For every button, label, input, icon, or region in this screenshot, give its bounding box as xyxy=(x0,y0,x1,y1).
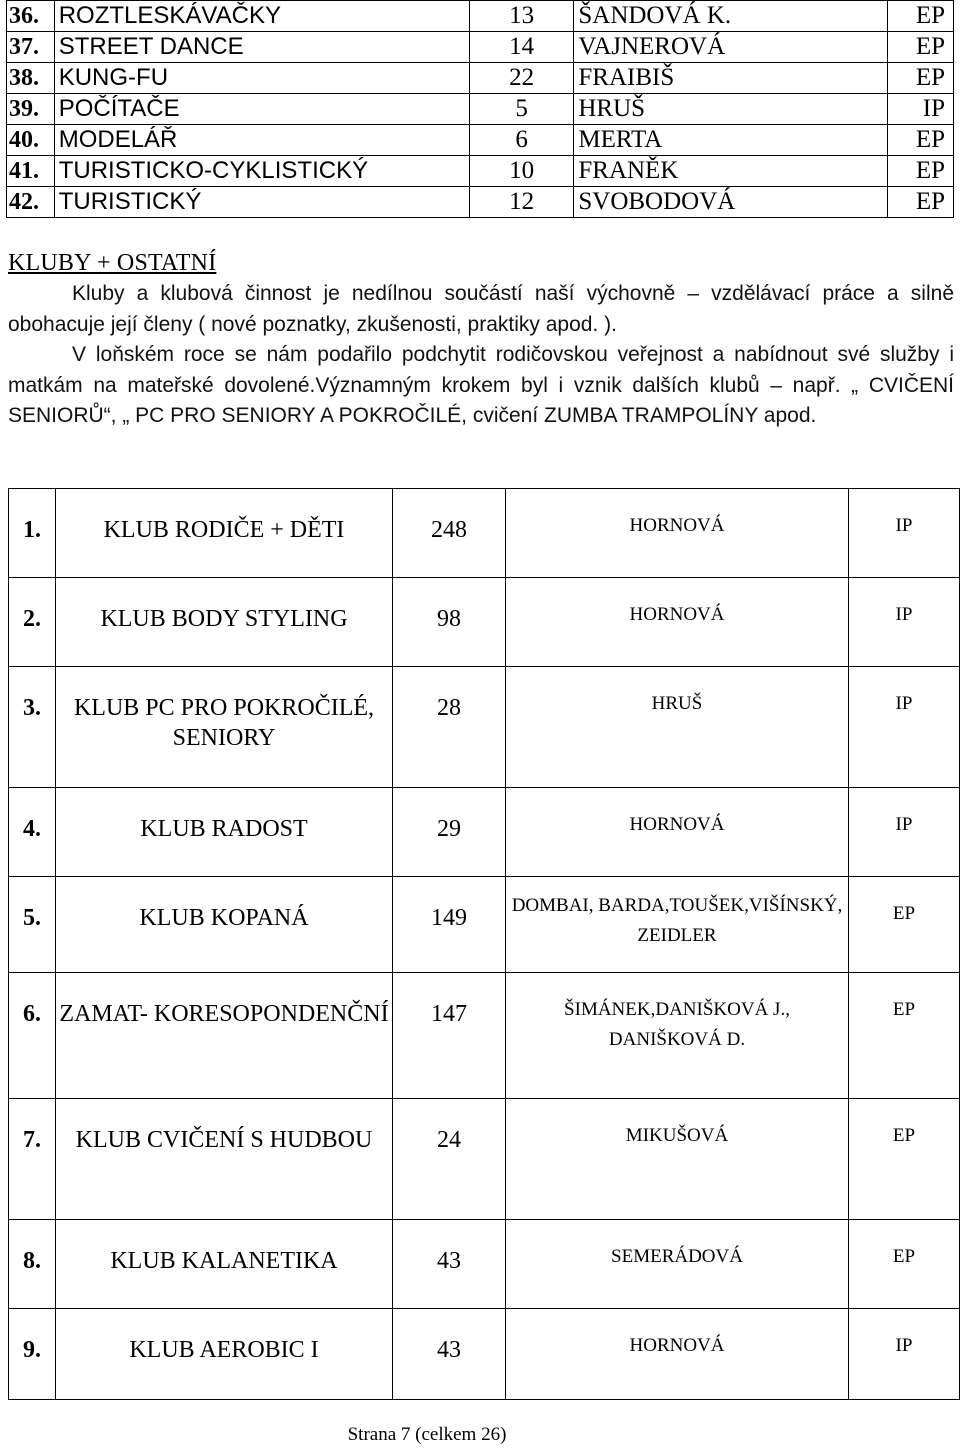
club-type: IP xyxy=(895,515,913,536)
club-members: 28 xyxy=(437,695,461,721)
club-type: IP xyxy=(895,1335,913,1356)
participant-count: 12 xyxy=(469,187,574,218)
paragraph-text: V loňském roce se nám podařilo podchytit rodičovskou veřejnost a nabídnout své služby i matkám na mateřské dovolené.Významným krokem byl i vznik dalších klubů – např. „ CVIČENÍ SENIORŮ“, „ PC PRO SENIORY A POKROČILÉ, cvičení ZUMBA TRAMPOLÍNY apod. xyxy=(8,343,954,427)
club-type: IP xyxy=(895,814,913,835)
row-number: 38. xyxy=(7,63,55,94)
leader-name: HRUŠ xyxy=(574,94,888,125)
club-type: IP xyxy=(895,604,913,625)
table-row xyxy=(7,1,954,32)
club-number-cell xyxy=(9,973,56,1099)
club-type-cell xyxy=(849,578,960,667)
club-number: 6. xyxy=(23,1001,41,1027)
table-row xyxy=(9,667,960,788)
club-name-cell xyxy=(56,973,393,1099)
club-number-cell xyxy=(9,877,56,973)
leader-name: SVOBODOVÁ xyxy=(574,187,888,218)
club-type-cell xyxy=(849,973,960,1099)
club-leader: HORNOVÁ xyxy=(629,604,725,625)
club-name-cell xyxy=(56,1309,393,1400)
club-number-cell xyxy=(9,578,56,667)
club-name-cell xyxy=(56,578,393,667)
club-type: EP xyxy=(892,903,916,924)
paragraph-text: Kluby a klubová činnost je nedílnou součástí naší výchovně – vzdělávací práce a silně obohacuje její členy ( nové poznatky, zkušenosti, praktiky apod. ). xyxy=(8,282,954,336)
activity-type: EP xyxy=(887,32,953,63)
club-leader: HORNOVÁ xyxy=(629,1335,725,1356)
club-members-cell xyxy=(393,489,506,578)
activity-type: EP xyxy=(887,63,953,94)
club-name: KLUB KALANETIKA xyxy=(110,1248,338,1274)
club-members-cell xyxy=(393,877,506,973)
club-leader: HORNOVÁ xyxy=(629,515,725,536)
leader-name: ŠANDOVÁ K. xyxy=(574,1,888,32)
club-number: 1. xyxy=(23,517,41,543)
club-members-cell xyxy=(393,667,506,788)
table-row xyxy=(7,32,954,63)
participant-count: 6 xyxy=(469,125,574,156)
club-leader-cell xyxy=(506,578,849,667)
activity-name: TURISTICKO-CYKLISTICKÝ xyxy=(54,156,469,187)
club-members: 98 xyxy=(437,606,461,632)
club-name-cell xyxy=(56,1220,393,1309)
table-row xyxy=(7,187,954,218)
activity-name: MODELÁŘ xyxy=(54,125,469,156)
club-type-cell xyxy=(849,1220,960,1309)
activity-type: EP xyxy=(887,187,953,218)
club-members-cell xyxy=(393,973,506,1099)
club-name: KLUB CVIČENÍ S HUDBOU xyxy=(75,1127,373,1153)
activity-name: STREET DANCE xyxy=(54,32,469,63)
section-heading: KLUBY + OSTATNÍ xyxy=(8,250,217,276)
activity-name: TURISTICKÝ xyxy=(54,187,469,218)
activities-table xyxy=(6,0,954,218)
activity-type: EP xyxy=(887,1,953,32)
club-name: ZAMAT- KORESOPONDENČNÍ xyxy=(59,1001,389,1027)
leader-name: MERTA xyxy=(574,125,888,156)
club-name-cell xyxy=(56,1099,393,1220)
club-members: 43 xyxy=(437,1337,461,1363)
activity-name: ROZTLESKÁVAČKY xyxy=(54,1,469,32)
club-members-cell xyxy=(393,1309,506,1400)
club-members: 43 xyxy=(437,1248,461,1274)
table-row xyxy=(9,1099,960,1220)
club-number: 8. xyxy=(23,1248,41,1274)
participant-count: 5 xyxy=(469,94,574,125)
club-leader: MIKUŠOVÁ xyxy=(625,1125,729,1146)
club-name-cell xyxy=(56,788,393,877)
table-row xyxy=(7,94,954,125)
club-number: 4. xyxy=(23,816,41,842)
club-leader: HRUŠ xyxy=(651,693,703,714)
participant-count: 13 xyxy=(469,1,574,32)
club-number-cell xyxy=(9,1309,56,1400)
activity-type: EP xyxy=(887,125,953,156)
club-name: KLUB AEROBIC I xyxy=(129,1337,319,1363)
club-members: 248 xyxy=(431,517,467,543)
participant-count: 14 xyxy=(469,32,574,63)
row-number: 37. xyxy=(7,32,55,63)
club-name: KLUB RODIČE + DĚTI xyxy=(103,517,345,543)
club-type-cell xyxy=(849,788,960,877)
table-row xyxy=(9,1220,960,1309)
row-number: 39. xyxy=(7,94,55,125)
club-members-cell xyxy=(393,1099,506,1220)
club-leader-cell xyxy=(506,667,849,788)
club-name: KLUB PC PRO POKROČILÉ, SENIORY xyxy=(73,695,375,751)
club-number-cell xyxy=(9,489,56,578)
club-name-cell xyxy=(56,667,393,788)
table-row xyxy=(9,973,960,1099)
club-type-cell xyxy=(849,1099,960,1220)
clubs-table xyxy=(8,488,960,1400)
club-leader: DOMBAI, BARDA,TOUŠEK,VIŠÍNSKÝ, ZEIDLER xyxy=(511,895,843,946)
club-name-cell xyxy=(56,489,393,578)
activity-type: IP xyxy=(887,94,953,125)
participant-count: 22 xyxy=(469,63,574,94)
row-number: 40. xyxy=(7,125,55,156)
table-row xyxy=(9,489,960,578)
club-number: 7. xyxy=(23,1127,41,1153)
leader-name: FRANĚK xyxy=(574,156,888,187)
table-row xyxy=(9,877,960,973)
leader-name: VAJNEROVÁ xyxy=(574,32,888,63)
club-members-cell xyxy=(393,788,506,877)
club-type: EP xyxy=(892,1125,916,1146)
club-leader-cell xyxy=(506,489,849,578)
club-members: 147 xyxy=(431,1001,467,1027)
table-row xyxy=(9,578,960,667)
club-number: 5. xyxy=(23,905,41,931)
club-leader: SEMERÁDOVÁ xyxy=(611,1246,743,1267)
club-members: 149 xyxy=(431,905,467,931)
club-number-cell xyxy=(9,667,56,788)
activity-name: POČÍTAČE xyxy=(54,94,469,125)
activity-type: EP xyxy=(887,156,953,187)
club-members-cell xyxy=(393,578,506,667)
paragraph-last-year xyxy=(8,340,954,432)
paragraph-clubs-intro xyxy=(8,279,954,340)
club-name-cell xyxy=(56,877,393,973)
club-number: 2. xyxy=(23,606,41,632)
club-name: KLUB RADOST xyxy=(140,816,308,842)
row-number: 42. xyxy=(7,187,55,218)
club-leader-cell xyxy=(506,1099,849,1220)
club-number: 3. xyxy=(23,695,41,721)
page-footer: Strana 7 (celkem 26) xyxy=(347,1424,507,1445)
club-leader-cell xyxy=(506,1309,849,1400)
club-type-cell xyxy=(849,877,960,973)
club-members: 24 xyxy=(437,1127,461,1153)
club-leader: ŠIMÁNEK,DANIŠKOVÁ J., DANIŠKOVÁ D. xyxy=(564,999,790,1050)
club-leader-cell xyxy=(506,1220,849,1309)
club-type: IP xyxy=(895,693,913,714)
table-row xyxy=(7,156,954,187)
club-type: EP xyxy=(892,999,916,1020)
table-row xyxy=(7,125,954,156)
club-number: 9. xyxy=(23,1337,41,1363)
club-leader-cell xyxy=(506,788,849,877)
activity-name: KUNG-FU xyxy=(54,63,469,94)
club-leader: HORNOVÁ xyxy=(629,814,725,835)
club-number-cell xyxy=(9,1220,56,1309)
table-row xyxy=(9,788,960,877)
row-number: 41. xyxy=(7,156,55,187)
club-type-cell xyxy=(849,1309,960,1400)
club-number-cell xyxy=(9,1099,56,1220)
club-name: KLUB BODY STYLING xyxy=(100,606,348,632)
participant-count: 10 xyxy=(469,156,574,187)
table-row xyxy=(7,63,954,94)
club-name: KLUB KOPANÁ xyxy=(139,905,309,931)
club-leader-cell xyxy=(506,973,849,1099)
row-number: 36. xyxy=(7,1,55,32)
club-type-cell xyxy=(849,489,960,578)
club-number-cell xyxy=(9,788,56,877)
club-members-cell xyxy=(393,1220,506,1309)
club-type: EP xyxy=(892,1246,916,1267)
club-leader-cell xyxy=(506,877,849,973)
leader-name: FRAIBIŠ xyxy=(574,63,888,94)
table-row xyxy=(9,1309,960,1400)
club-members: 29 xyxy=(437,816,461,842)
club-type-cell xyxy=(849,667,960,788)
